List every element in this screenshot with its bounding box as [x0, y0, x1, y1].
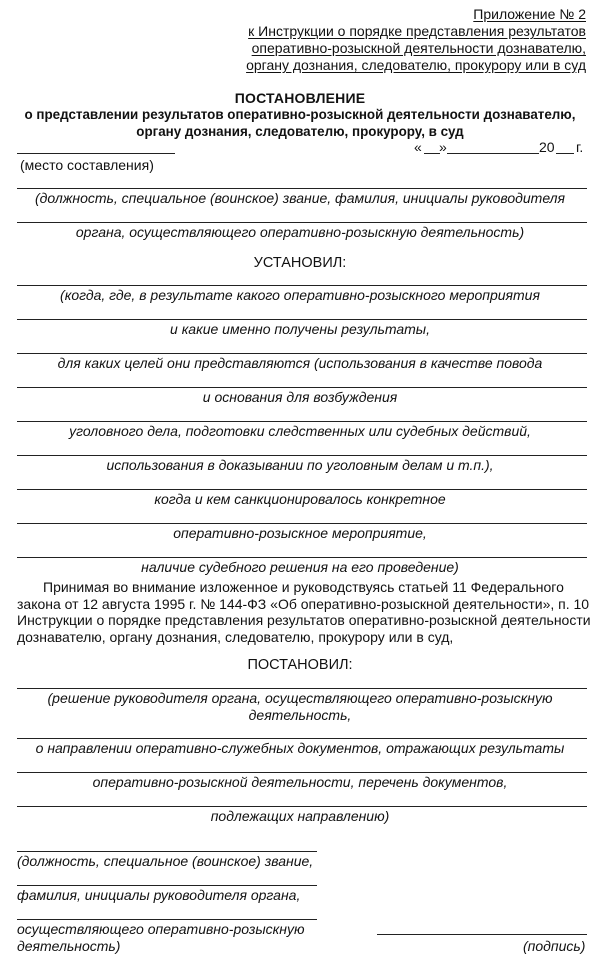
- basis-line: Принимая во внимание изложенное и руководствуясь статьей 11 Федерального: [43, 579, 564, 595]
- document-title: ПОСТАНОВЛЕНИЕ: [234, 90, 366, 106]
- signature-hint-2: фамилия, инициалы руководителя органа,: [17, 887, 301, 903]
- field-line: [17, 557, 587, 558]
- place-label: (место составления): [20, 157, 154, 173]
- date-day-line: [424, 153, 440, 154]
- signature-hint-3: осуществляющего оперативно-розыскную: [17, 921, 305, 937]
- date-year-prefix: 20: [539, 139, 555, 155]
- field-line: [17, 285, 587, 286]
- appendix-line: к Инструкции о порядке представления результатов: [248, 23, 586, 39]
- official-hint-1: (должность, специальное (воинское) звание, фамилия, инициалы руководителя: [34, 190, 566, 206]
- sign-line: [377, 934, 587, 935]
- date-year-suffix: г.: [576, 139, 584, 155]
- field-line: [17, 738, 587, 739]
- sign-label: (подпись): [523, 938, 586, 954]
- decided-hint-4: подлежащих направлению): [210, 808, 390, 824]
- place-line: [17, 153, 175, 154]
- signature-hint-4: деятельность): [17, 938, 121, 954]
- decided-hint-1a: (решение руководителя органа, осуществляющего оперативно-розыскную: [47, 690, 553, 706]
- document-subtitle-line2: органу дознания, следователю, прокурору, в суд: [136, 124, 464, 139]
- basis-line: закона от 12 августа 1995 г. № 144-ФЗ «Об оперативно-розыскной деятельности», п. 10: [17, 595, 590, 612]
- decided-hint-2: о направлении оперативно-служебных документов, отражающих результаты: [35, 740, 565, 756]
- established-hint: и какие именно получены результаты,: [170, 321, 430, 337]
- document-subtitle-line1: о представлении результатов оперативно-розыскной деятельности дознавателю,: [24, 107, 576, 122]
- field-line: [17, 489, 587, 490]
- official-hint-2: органа, осуществляющего оперативно-розыскную деятельность): [75, 224, 525, 240]
- date-quote-close: »: [439, 139, 447, 155]
- established-hint: для каких целей они представляются (использования в качестве повода: [57, 355, 543, 371]
- field-line: [17, 806, 587, 807]
- signature-field-line: [17, 919, 317, 920]
- field-line: [17, 772, 587, 773]
- field-line: [17, 455, 587, 456]
- appendix-line: органу дознания, следователю, прокурору или в суд: [246, 57, 586, 73]
- field-line: [17, 222, 587, 223]
- field-line: [17, 188, 587, 189]
- established-hint: наличие судебного решения на его проведение): [141, 559, 459, 575]
- field-line: [17, 387, 587, 388]
- appendix-block: [246, 6, 586, 74]
- field-line: [17, 353, 587, 354]
- date-year-line: [556, 153, 574, 154]
- signature-hint-1: (должность, специальное (воинское) звание,: [17, 853, 314, 869]
- field-line: [17, 319, 587, 320]
- established-hint: использования в доказывании по уголовным делам и т.п.),: [106, 457, 494, 473]
- date-month-line: [447, 153, 539, 154]
- decided-hint-3: оперативно-розыскной деятельности, перечень документов,: [92, 774, 508, 790]
- basis-line: дознавателю, органу дознания, следователю, прокурору или в суд,: [17, 628, 454, 645]
- established-hint: уголовного дела, подготовки следственных или судебных действий,: [69, 423, 531, 439]
- established-hint: оперативно-розыскное мероприятие,: [173, 525, 427, 541]
- signature-field-line: [17, 851, 317, 852]
- appendix-number: Приложение № 2: [473, 6, 586, 22]
- signature-field-line: [17, 885, 317, 886]
- field-line: [17, 523, 587, 524]
- appendix-line: оперативно-розыскной деятельности дознавателю,: [251, 40, 586, 56]
- established-hint: и основания для возбуждения: [202, 389, 398, 405]
- date-quote-open: «: [414, 139, 422, 155]
- decided-heading: ПОСТАНОВИЛ:: [247, 657, 353, 673]
- basis-line: Инструкции о порядке представления результатов оперативно-розыскной деятельности: [17, 612, 591, 628]
- decided-hint-1b: деятельность,: [248, 707, 352, 723]
- basis-paragraph: [17, 579, 591, 645]
- established-hint: (когда, где, в результате какого оперативно-розыскного мероприятия: [60, 287, 540, 303]
- established-heading: УСТАНОВИЛ:: [253, 255, 347, 271]
- established-hint: когда и кем санкционировалось конкретное: [154, 491, 446, 507]
- field-line: [17, 688, 587, 689]
- field-line: [17, 421, 587, 422]
